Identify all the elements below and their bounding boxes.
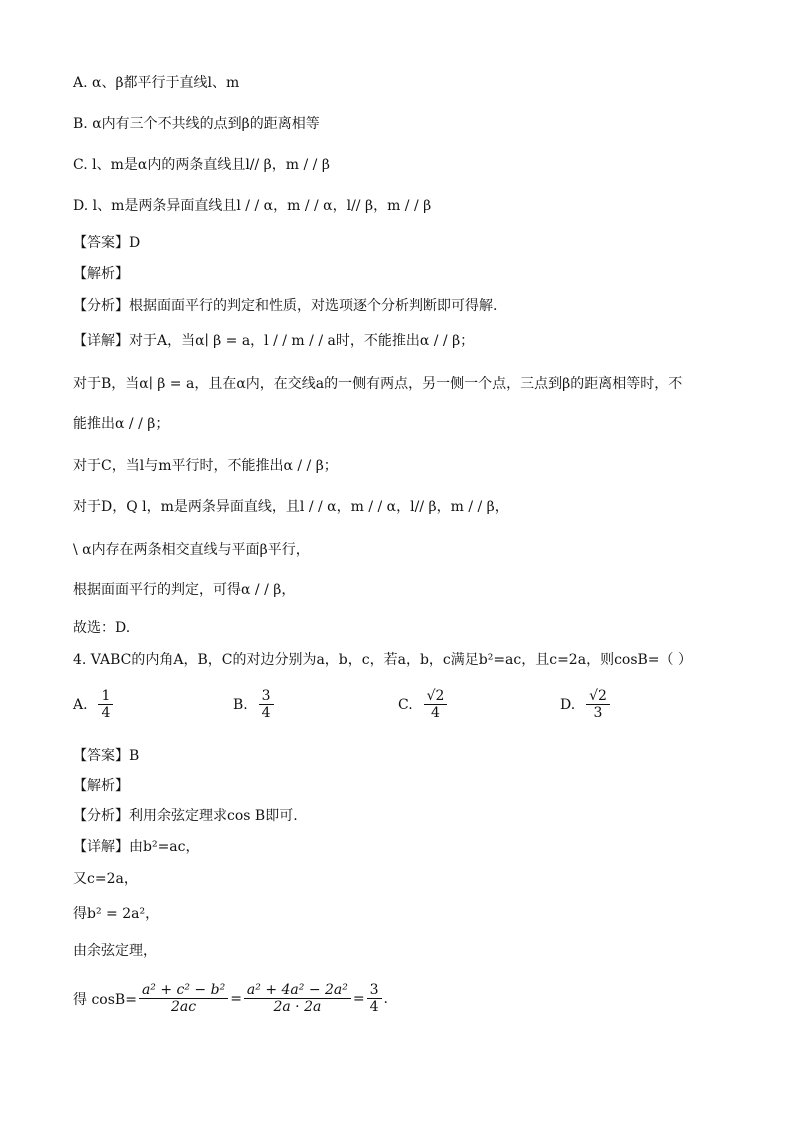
fraction-denominator: 4 [101, 705, 111, 721]
fraction-denominator: 2ac [171, 999, 197, 1015]
fraction-denominator: 4 [261, 705, 271, 721]
analysis-heading: 【解析】 [73, 266, 129, 282]
option-c: C. l、m是α内的两条直线且l// β，m / / β [73, 157, 330, 173]
detail-line: \ α内存在两条相交直线与平面β平行， [73, 542, 310, 558]
equals-sign: = [230, 990, 242, 1007]
fraction-denominator: 3 [593, 705, 603, 721]
choice-letter: A. [73, 696, 88, 713]
fraction-denominator: 4 [431, 705, 440, 721]
detail-line: 得b² = 2a²， [73, 906, 160, 922]
choice-fraction [98, 688, 113, 721]
choice-d [560, 688, 612, 721]
choice-c [398, 688, 449, 721]
formula-prefix: 得 cosB= [73, 991, 137, 1008]
formula-fraction [367, 982, 382, 1015]
detail-line: 由余弦定理， [73, 943, 157, 959]
formula-suffix: . [383, 990, 388, 1007]
fraction-numerator: a² + 4a² − 2a² [244, 982, 351, 999]
option-b: B. α内有三个不共线的点到β的距离相等 [73, 116, 320, 132]
equals-sign: = [352, 990, 365, 1007]
detail-line: 根据面面平行的判定，可得α / / β， [73, 582, 296, 598]
analysis-summary: 【分析】利用余弦定理求cos B即可. [73, 808, 298, 824]
fraction-numerator: a² + c² − b² [139, 982, 228, 999]
fraction-numerator: √2 [586, 688, 610, 705]
choice-fraction [259, 688, 274, 721]
fraction-numerator: 3 [259, 688, 274, 705]
fraction-numerator: √2 [424, 688, 448, 705]
cosine-formula [73, 982, 388, 1015]
answer-choices [73, 688, 723, 728]
fraction-numerator: 1 [98, 688, 113, 705]
answer-label: 【答案】B [73, 748, 140, 764]
formula-fraction [139, 982, 228, 1015]
choice-a [73, 688, 115, 721]
detail-line: 能推出α / / β； [73, 416, 170, 432]
choice-letter: B. [233, 696, 248, 713]
answer-label: 【答案】D [73, 235, 141, 251]
detail-line: 【详解】由b²=ac， [73, 839, 200, 855]
detail-line: 对于D，Q l，m是两条异面直线，且l / / α，m / / α，l// β，m / / β， [73, 499, 509, 515]
choice-letter: C. [398, 696, 413, 713]
option-d: D. l、m是两条异面直线且l / / α，m / / α，l// β，m / / β [73, 198, 432, 214]
choice-b [233, 688, 276, 721]
formula-fraction [244, 982, 351, 1015]
fraction-numerator: 3 [367, 982, 382, 999]
choice-letter: D. [560, 696, 576, 713]
fraction-denominator: 4 [369, 999, 379, 1015]
analysis-summary: 【分析】根据面面平行的判定和性质，对选项逐个分析判断即可得解. [73, 298, 498, 314]
question-4: 4. VABC的内角A，B，C的对边分别为a，b，c，若a，b，c满足b²=ac，且c=2a，则cosB=（ ） [73, 652, 692, 668]
choice-fraction [586, 688, 610, 721]
detail-line: 对于B，当α∣ β = a，且在α内，在交线a的一侧有两点，另一侧一个点，三点到β的距离相等时，不 [73, 376, 683, 392]
fraction-denominator: 2a · 2a [273, 999, 322, 1015]
detail-line: 【详解】对于A，当α∣ β = a，l / / m / / a时，不能推出α / / β； [73, 333, 475, 349]
choice-fraction [424, 688, 448, 721]
analysis-heading: 【解析】 [73, 778, 129, 794]
conclusion-line: 故选：D. [73, 620, 131, 636]
detail-line: 对于C，当l与m平行时，不能推出α / / β； [73, 458, 338, 474]
detail-line: 又c=2a， [73, 871, 138, 887]
option-a: A. α、β都平行于直线l、m [73, 75, 240, 91]
